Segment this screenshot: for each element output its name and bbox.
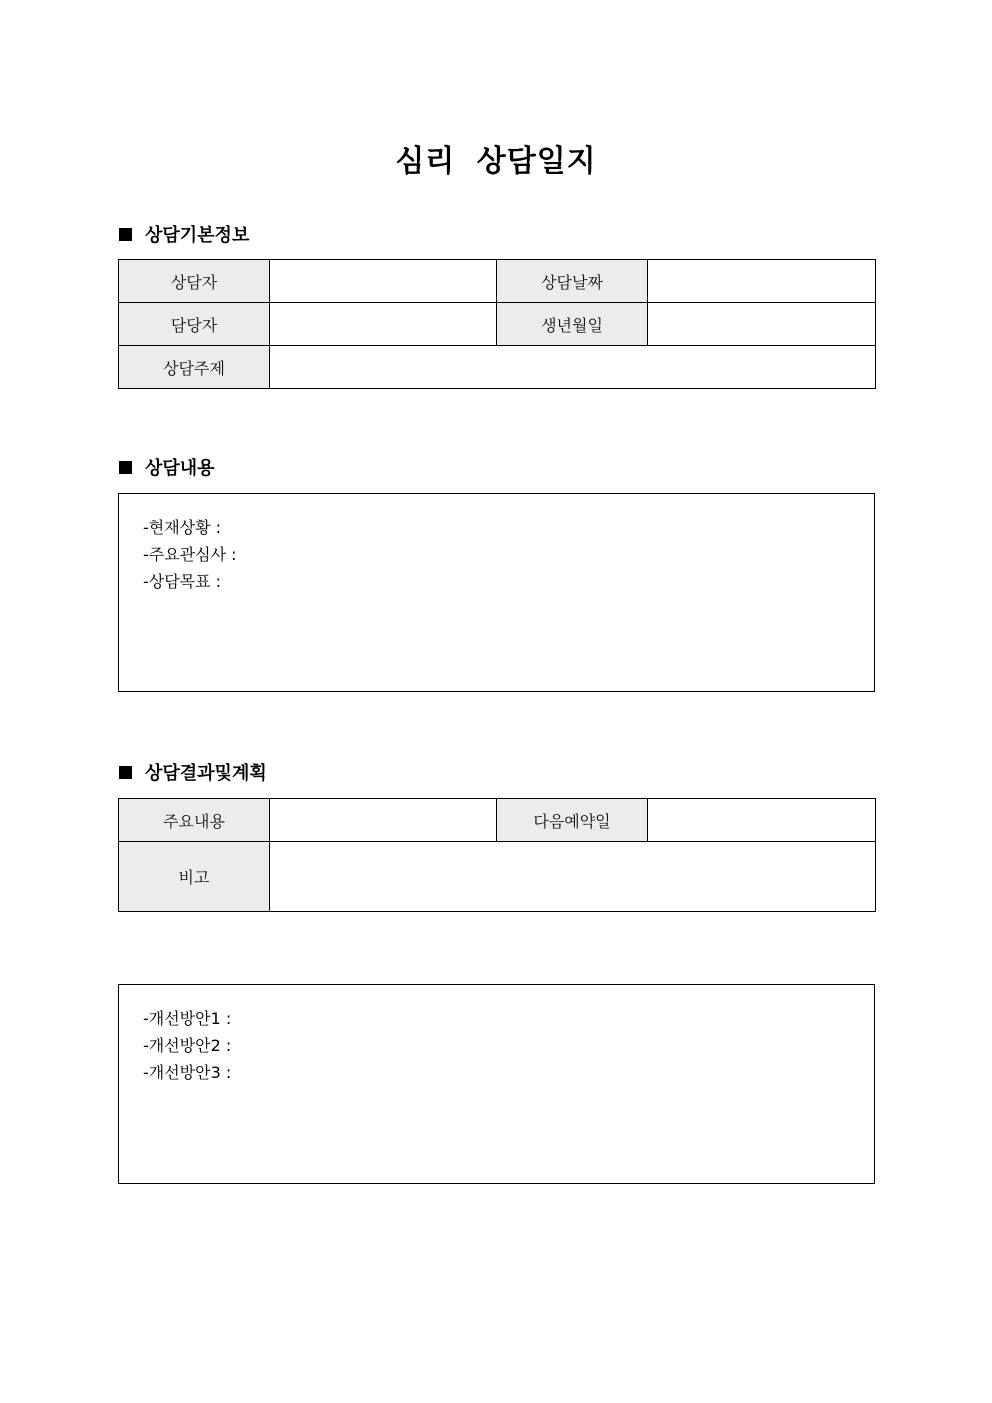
content-line-current-situation: -현재상황 : xyxy=(143,518,222,537)
table-row xyxy=(119,303,876,346)
table-row xyxy=(119,842,876,912)
section-heading-content xyxy=(119,455,215,479)
content-line-main-concern: -주요관심사 : xyxy=(143,545,237,564)
label-birth: 생년월일 xyxy=(497,303,648,346)
table-row xyxy=(119,346,876,389)
label-counselor: 담당자 xyxy=(119,303,270,346)
label-date: 상담날짜 xyxy=(497,260,648,303)
label-counselee: 상담자 xyxy=(119,260,270,303)
main-content-field[interactable] xyxy=(270,799,497,842)
page-title: 심리 상담일지 xyxy=(395,144,597,179)
content-line-goal: -상담목표 : xyxy=(143,572,222,591)
section-heading-basic-info xyxy=(119,222,249,246)
birth-field[interactable] xyxy=(648,303,876,346)
basic-info-table xyxy=(118,259,876,389)
result-table xyxy=(118,798,876,912)
table-row xyxy=(119,799,876,842)
note-field[interactable] xyxy=(270,842,876,912)
square-bullet-icon xyxy=(119,766,132,779)
label-note: 비고 xyxy=(119,842,270,912)
section-heading-result xyxy=(119,760,267,784)
improvement-box[interactable] xyxy=(118,984,875,1184)
content-box[interactable] xyxy=(118,493,875,692)
label-next-appointment: 다음예약일 xyxy=(497,799,648,842)
label-topic: 상담주제 xyxy=(119,346,270,389)
section-heading-label: 상담기본정보 xyxy=(145,225,250,246)
section-heading-label: 상담내용 xyxy=(145,458,215,479)
date-field[interactable] xyxy=(648,260,876,303)
improvement-line-1: -개선방안1 : xyxy=(143,1009,232,1028)
improvement-line-2: -개선방안2 : xyxy=(143,1036,232,1055)
next-appointment-field[interactable] xyxy=(648,799,876,842)
square-bullet-icon xyxy=(119,461,132,474)
counselee-field[interactable] xyxy=(270,260,497,303)
counselor-field[interactable] xyxy=(270,303,497,346)
table-row xyxy=(119,260,876,303)
label-main-content: 주요내용 xyxy=(119,799,270,842)
improvement-line-3: -개선방안3 : xyxy=(143,1063,232,1082)
square-bullet-icon xyxy=(119,228,132,241)
section-heading-label: 상담결과및계획 xyxy=(145,763,267,784)
topic-field[interactable] xyxy=(270,346,876,389)
